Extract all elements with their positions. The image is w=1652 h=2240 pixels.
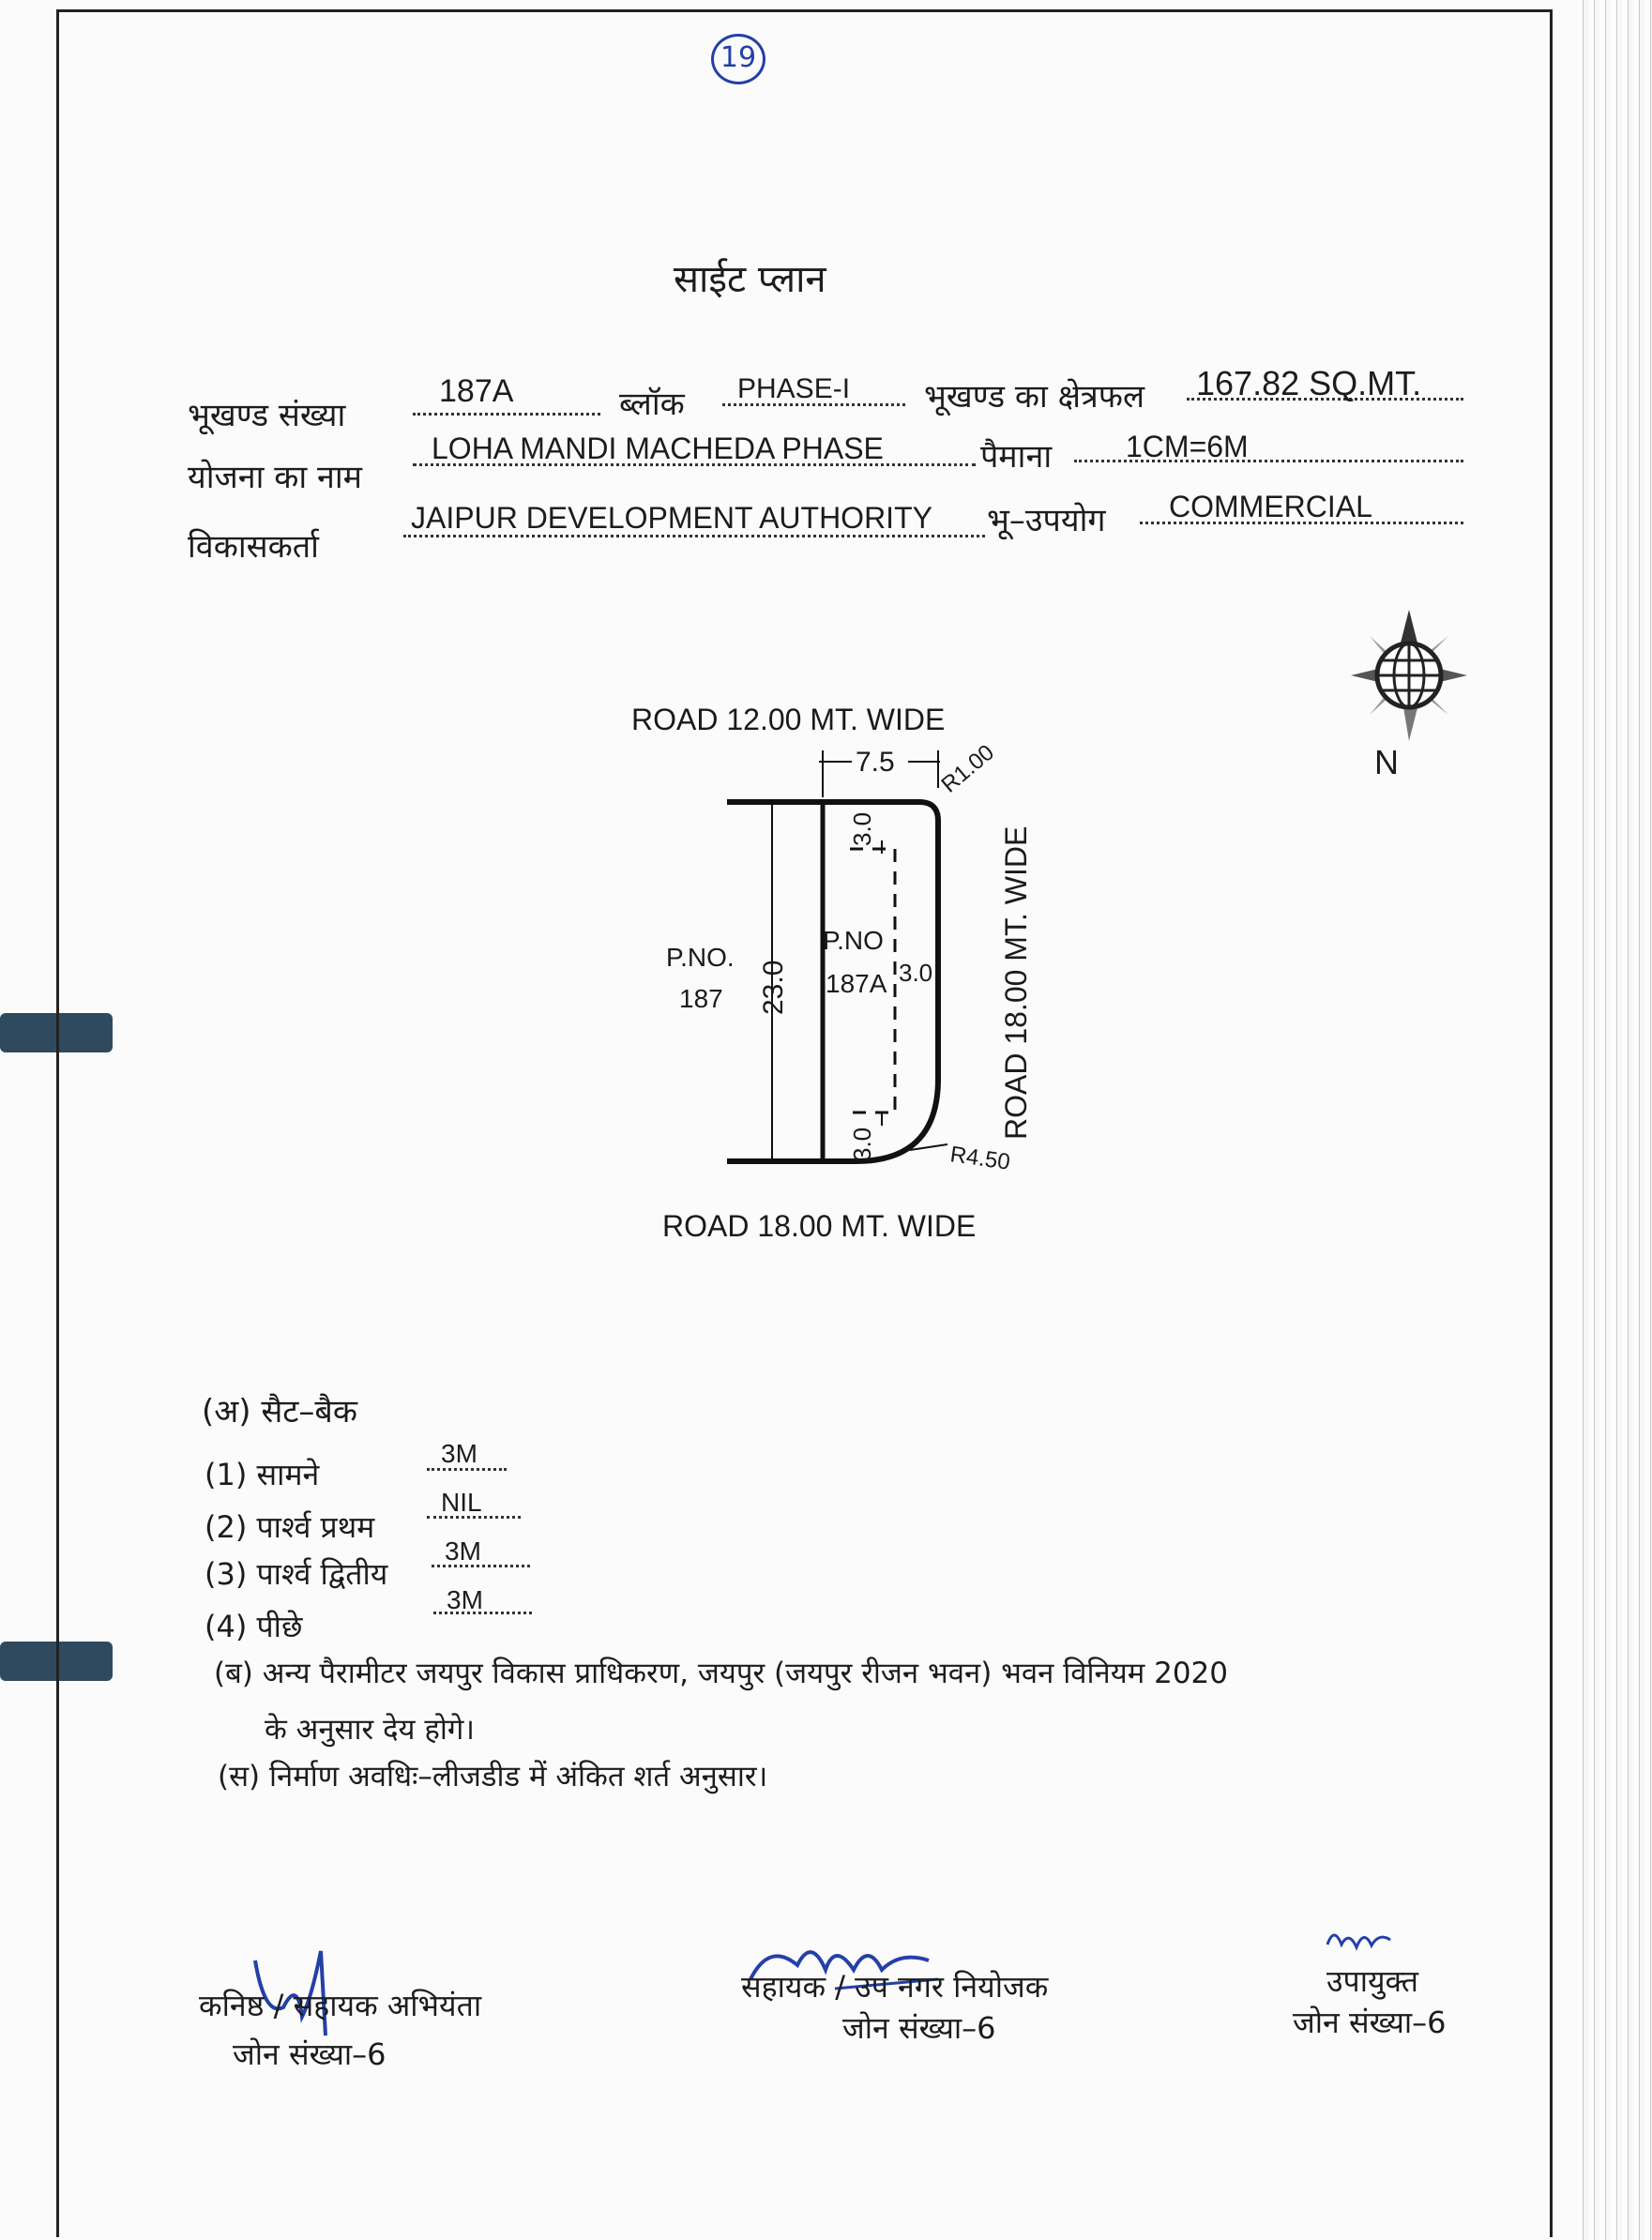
block-value: PHASE-I [737,373,851,404]
setback-bottom-text: 3.0 [848,1127,876,1161]
plot-no-dots [413,413,600,416]
right-signature-mark [1323,1921,1398,1959]
adjacent-plot-label-2: 187 [679,984,723,1013]
road-right-label: ROAD 18.00 MT. WIDE [999,825,1033,1140]
area-label: भूखण्ड का क्षेत्रफल [924,378,1144,416]
middle-signatory-title: सहायक / उप नगर नियोजक [741,1969,1049,2005]
setback-top-text: 3.0 [848,811,876,846]
scale-value: 1CM=6M [1126,430,1249,463]
length-dim-text: 23.0 [758,960,789,1015]
area-value: 167.82 SQ.MT. [1196,364,1422,402]
developer-value: JAIPUR DEVELOPMENT AUTHORITY [411,501,932,535]
setback-item-front-value: 3M [441,1439,477,1468]
landuse-label: भू–उपयोग [987,502,1106,539]
radius-top-text: R1.00 [936,739,999,798]
setback-item-front-label: (1) सामने [205,1457,320,1492]
setback-item-rear-value: 3M [447,1585,483,1614]
setback-item-side1-label: (2) पार्श्व प्रथम [205,1509,375,1545]
site-plan-drawing [600,675,1051,1257]
setback-heading: (अ) सैट–बैक [202,1393,357,1430]
north-compass-icon [1351,610,1501,779]
plot-label-2: 187A [826,969,887,998]
middle-signatory-zone: जोन संख्या–6 [842,2010,996,2046]
scale-label: पैमाना [980,438,1053,476]
road-top-label: ROAD 12.00 MT. WIDE [631,703,946,736]
page-number: 19 [711,34,765,84]
setback-item-side1-value: NIL [441,1488,482,1517]
setback-item-side2-label: (3) पार्श्व द्वितीय [205,1556,388,1592]
road-bottom-label: ROAD 18.00 MT. WIDE [662,1209,977,1243]
width-dim-text: 7.5 [856,747,895,778]
note-b-line2: के अनुसार देय होगे। [265,1713,476,1747]
plot-label-1: P.NO [823,926,884,955]
note-b-line1: (ब) अन्य पैरामीटर जयपुर विकास प्राधिकरण, जयपुर (जयपुर रीजन भवन) भवन विनियम 2020 [214,1657,1228,1690]
north-label: N [1374,743,1399,781]
setback-item-side2-value: 3M [445,1536,481,1566]
setback-item-rear-label: (4) पीछे [205,1609,303,1644]
developer-label: विकासकर्ता [188,528,319,566]
left-signatory-zone: जोन संख्या–6 [233,2036,386,2072]
plot-no-label: भूखण्ड संख्या [188,397,346,434]
right-signatory-zone: जोन संख्या–6 [1293,2005,1447,2040]
left-signatory-title: कनिष्ठ / सहायक अभियंता [199,1988,482,2023]
scheme-label: योजना का नाम [188,459,362,496]
page-stack-edge [1577,0,1652,2240]
scheme-value: LOHA MANDI MACHEDA PHASE [432,431,884,465]
adjacent-plot-label-1: P.NO. [666,943,735,972]
note-c-line: (स) निर्माण अवधिः–लीजडीड में अंकित शर्त अनुसार। [218,1760,768,1794]
setback-side-text: 3.0 [899,959,933,987]
right-signatory-title: उपायुक्त [1326,1963,1418,1999]
plot-no-value: 187A [439,373,514,409]
page-title: साईट प्लान [674,258,826,301]
radius-bottom-text: R4.50 [948,1142,1012,1175]
block-label: ब्लॉक [619,386,685,423]
landuse-value: COMMERCIAL [1169,490,1372,523]
